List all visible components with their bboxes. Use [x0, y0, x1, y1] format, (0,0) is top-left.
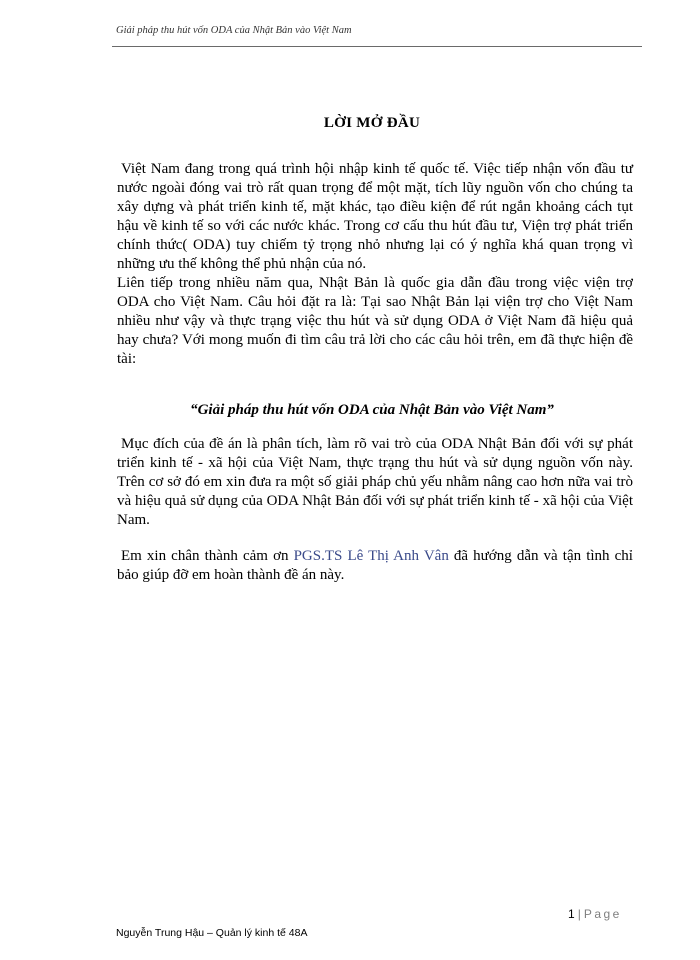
- page-number: [568, 907, 622, 921]
- topic-title: “Giải pháp thu hút vốn ODA của Nhật Bản vào Việt Nam”: [190, 402, 554, 418]
- paragraph-2: Liên tiếp trong nhiều năm qua, Nhật Bản là quốc gia dẫn đầu trong việc viện trợ ODA cho Việt Nam. Câu hỏi đặt ra là: Tại sao Nhật Bản lại viện trợ cho Việt Nam nhiều như vậy và thực trạng việc thu hút và sử dụng ODA ở Việt Nam đã hiệu quả hay chưa? Với mong muốn đi tìm câu trả lời cho các câu hỏi trên, em đã thực hiện đề tài:: [117, 275, 633, 367]
- purpose-paragraph-block: [117, 435, 633, 530]
- page-number-separator: |: [577, 907, 581, 921]
- acknowledgement-paragraph-block: [117, 547, 633, 585]
- header-divider: [112, 46, 642, 47]
- page-title: LỜI MỞ ĐẦU: [323, 115, 421, 131]
- footer-author: Nguyễn Trung Hậu – Quản lý kinh tế 48A: [116, 927, 308, 939]
- advisor-name: PGS.TS Lê Thị Anh Vân: [293, 548, 449, 564]
- running-header: Giải pháp thu hút vốn ODA của Nhật Bản vào Việt Nam: [116, 25, 352, 36]
- thanks-text-end: đã hướng dẫn và tận tình chỉ bảo giúp đỡ em hoàn thành đề án này.: [117, 548, 633, 583]
- thanks-text-start: Em xin chân thành cảm ơn: [121, 548, 294, 564]
- paragraph-4: [117, 547, 633, 585]
- page-number-value: 1: [568, 907, 575, 921]
- intro-paragraphs: [117, 160, 633, 369]
- paragraph-1: Việt Nam đang trong quá trình hội nhập kinh tế quốc tế. Việc tiếp nhận vốn đầu tư nước ngoài đóng vai trò rất quan trọng để một mặt, tích lũy nguồn vốn cho chúng ta xây dựng và phát triển kinh tế, mặt khác, tạo điều kiện để rút ngắn khoảng cách tụt hậu về kinh tế so với các nước khác. Trong cơ cấu thu hút đầu tư, Viện trợ phát triển chính thức( ODA) tuy chiếm tỷ trọng nhỏ nhưng lại có ý nghĩa khá quan trọng vì những ưu thế không thể phủ nhận của nó.: [117, 161, 633, 272]
- paragraph-3: Mục đích của đề án là phân tích, làm rõ vai trò của ODA Nhật Bản đối với sự phát triển kinh tế - xã hội của Việt Nam, thực trạng thu hút và sử dụng nguồn vốn này. Trên cơ sở đó em xin đưa ra một số giải pháp chủ yếu nhằm nâng cao hơn nữa vai trò và hiệu quả sử dụng của ODA Nhật Bản đối với sự phát triển kinh tế - xã hội của Việt Nam.: [117, 436, 633, 528]
- page-label: Page: [583, 907, 622, 921]
